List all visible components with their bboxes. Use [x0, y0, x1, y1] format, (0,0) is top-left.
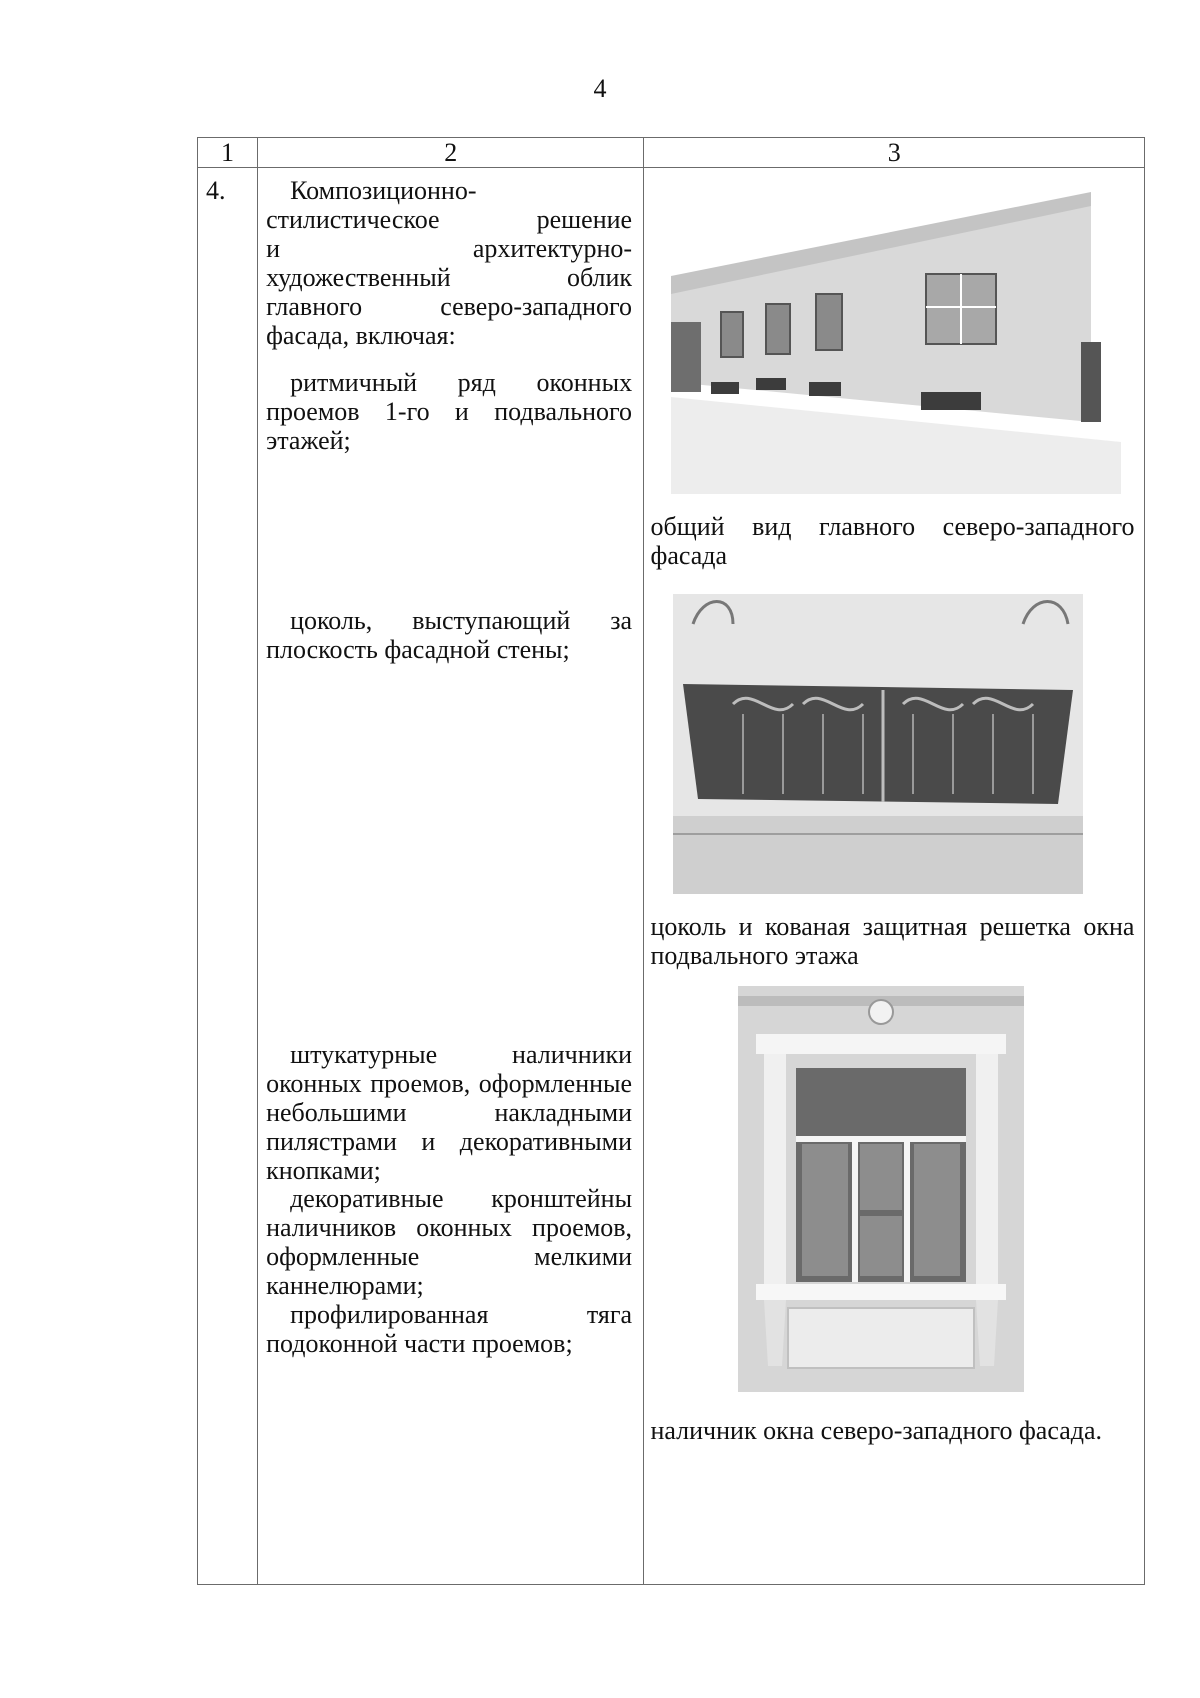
- description-cell: [258, 168, 644, 1585]
- item-window-openings: ритмичный ряд оконных проемов 1-го и подвального этажей;: [266, 368, 633, 455]
- column-header-2: 2: [258, 138, 644, 168]
- intro-line: Композиционно-: [290, 176, 477, 205]
- item-plinth: цоколь, выступающий за плоскость фасадной стены;: [266, 606, 633, 664]
- row-number: 4.: [198, 168, 258, 1585]
- item-sill-moulding: профилированная тяга подоконной части проемов;: [266, 1300, 633, 1358]
- illustration-cell: [644, 168, 1145, 1585]
- caption-window-surround: наличник окна северо-западного фасада.: [650, 1416, 1103, 1445]
- window-surround-photo: [738, 986, 1024, 1392]
- intro-line: художественный облик: [266, 263, 633, 292]
- heritage-elements-table: [197, 137, 1145, 1585]
- plinth-grille-photo: [673, 594, 1083, 894]
- caption-plinth-grille: цоколь и кованая защитная решетка окна подвального этажа: [650, 912, 1135, 970]
- table-row: [198, 168, 1145, 1585]
- intro-text: [266, 176, 632, 350]
- item-window-surrounds: штукатурные наличники оконных проемов, оформленные небольшими накладными пилястрами и декоративными кнопками;: [266, 1040, 633, 1185]
- intro-line: и архитектурно-: [266, 234, 633, 263]
- intro-line: стилистическое решение: [266, 205, 633, 234]
- intro-line: фасада, включая:: [266, 321, 456, 350]
- item-brackets: декоративные кронштейны наличников оконных проемов, оформленные мелкими каннелюрами;: [266, 1184, 633, 1300]
- column-header-1: 1: [198, 138, 258, 168]
- facade-general-view-photo: [671, 182, 1121, 494]
- intro-line: главного северо-западного: [266, 292, 633, 321]
- column-header-3: 3: [644, 138, 1145, 168]
- page-number: 4: [593, 74, 607, 103]
- table-header-row: [198, 138, 1145, 168]
- caption-general-view: общий вид главного северо-западного фасада: [650, 512, 1135, 570]
